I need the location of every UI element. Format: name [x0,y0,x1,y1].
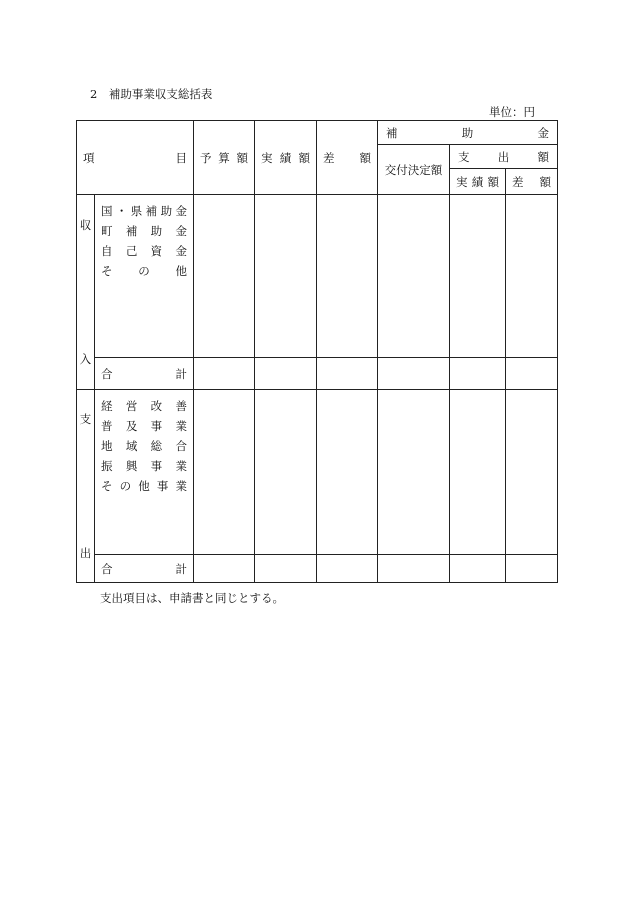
item-char: 金 [175,224,187,238]
item-line [95,261,193,281]
expense-items-cell [95,390,194,555]
label-char: 入 [79,352,92,366]
header-expenditure-text [450,149,557,165]
item-char: 助 [150,224,163,238]
item-char: 経 [101,399,113,413]
income-total-label-cell [95,358,194,390]
header-sub-actual-text [450,174,505,190]
item-char: 県 [130,204,143,218]
header-actual [255,121,317,195]
item-char: 業 [175,419,187,433]
label-char: 計 [175,366,187,381]
item-char: 国 [101,204,113,218]
income-total-difference-cell[interactable] [317,358,378,390]
expense-item-list [95,396,193,496]
income-total-row [77,358,558,390]
expense-total-sub-difference-cell[interactable] [506,555,558,583]
summary-table [76,120,558,583]
item-char: 振 [101,459,113,473]
label-char: 額 [236,150,248,165]
label-char: 出 [79,546,92,560]
header-expenditure [450,145,558,169]
item-char: 金 [175,204,187,218]
item-line [95,456,193,476]
label-char: 差 [323,150,335,165]
expense-total-actual-cell[interactable] [255,555,317,583]
item-char: 資 [150,244,163,258]
expense-total-budget-cell[interactable] [194,555,255,583]
income-sub-difference-cell[interactable] [506,195,558,358]
label-char: 支 [79,412,92,426]
item-char: 業 [175,459,187,473]
label-char: 合 [101,366,113,381]
income-sub-actual-cell[interactable] [450,195,506,358]
income-label [77,217,94,367]
income-total-label [95,366,193,382]
label-char: 助 [461,125,474,140]
label-char: 差 [512,174,524,189]
item-char: 善 [175,399,187,413]
item-char: 他 [175,264,187,278]
expense-label-cell [77,390,95,583]
label-char: 計 [175,561,187,576]
item-char: そ [101,264,113,278]
header-budget-text [194,150,254,166]
label-char: 予 [200,150,212,165]
header-sub-difference [506,169,558,195]
item-char: 補 [145,204,158,218]
expense-total-label [95,561,193,577]
income-actual-cell[interactable] [255,195,317,358]
item-char: 金 [175,244,187,258]
expense-sub-difference-cell[interactable] [506,390,558,555]
income-budget-cell[interactable] [194,195,255,358]
label-char: 額 [537,149,550,164]
income-item-list [95,201,193,281]
item-char: そ [101,479,113,493]
label-char: 項 [83,150,95,165]
header-sub-actual [450,169,506,195]
label-char: 目 [175,150,187,165]
item-char: 他 [138,479,150,493]
item-char: 補 [125,224,138,238]
item-line [95,396,193,416]
section-title: 2 補助事業収支総括表 [90,87,213,101]
income-total-sub-actual-cell[interactable] [450,358,506,390]
header-subsidy-text [378,125,557,141]
income-grant-decision-cell[interactable] [378,195,450,358]
item-char: 総 [150,439,163,453]
expense-label [77,411,94,561]
item-line [95,221,193,241]
label-char: 額 [359,150,371,165]
header-sub-difference-text [506,174,557,190]
item-line [95,201,193,221]
label-char: 合 [101,561,113,576]
item-line [95,241,193,261]
item-line [95,416,193,436]
item-char: ・ [115,204,128,218]
income-items-row [77,195,558,358]
label-char: 額 [487,174,499,189]
item-char: 事 [150,459,163,473]
expense-sub-actual-cell[interactable] [450,390,506,555]
header-difference-text [317,150,377,166]
expense-total-difference-cell[interactable] [317,555,378,583]
income-total-budget-cell[interactable] [194,358,255,390]
item-line [95,436,193,456]
expense-actual-cell[interactable] [255,390,317,555]
income-label-cell [77,195,95,390]
item-char: 己 [125,244,138,258]
expense-total-sub-actual-cell[interactable] [450,555,506,583]
income-total-grant-decision-cell[interactable] [378,358,450,390]
item-char: 地 [101,439,113,453]
label-char: 補 [386,125,398,140]
item-char: 営 [125,399,138,413]
header-grant-decision: 交付決定額 [378,145,450,195]
footnote: 支出項目は、申請書と同じとする。 [100,591,284,605]
item-char: の [138,264,150,278]
label-char: 額 [298,150,310,165]
expense-total-label-cell [95,555,194,583]
item-char: 事 [150,419,163,433]
label-char: 収 [79,218,92,232]
label-char: 支 [458,149,470,164]
expense-total-row [77,555,558,583]
income-total-sub-difference-cell[interactable] [506,358,558,390]
item-char: 域 [125,439,138,453]
label-char: 出 [497,149,510,164]
header-subsidy [378,121,558,145]
item-char: 自 [101,244,113,258]
label-char: 績 [471,174,484,189]
expense-grant-decision-cell[interactable] [378,390,450,555]
expense-budget-cell[interactable] [194,390,255,555]
item-char: 普 [101,419,113,433]
item-char: 町 [101,224,113,238]
header-budget [194,121,255,195]
item-char: 及 [125,419,138,433]
income-total-actual-cell[interactable] [255,358,317,390]
item-char: 改 [150,399,163,413]
item-char: 興 [125,459,138,473]
label-char: 金 [537,125,550,140]
header-item [77,121,194,195]
label-char: 実 [456,174,468,189]
item-char: 助 [160,204,173,218]
expense-difference-cell[interactable] [317,390,378,555]
item-char: 業 [175,479,187,493]
expense-total-grant-decision-cell[interactable] [378,555,450,583]
label-char: 額 [539,174,552,189]
unit-label: 単位：円 [489,105,535,119]
header-actual-text [255,150,316,166]
label-char: 算 [218,150,230,165]
income-items-cell [95,195,194,358]
item-line [95,476,193,496]
item-char: 合 [175,439,187,453]
header-item-text [77,150,193,166]
label-char: 績 [279,150,292,165]
item-char: 事 [156,479,169,493]
header-difference [317,121,378,195]
label-char: 実 [261,150,273,165]
expense-items-row [77,390,558,555]
item-char: の [119,479,132,493]
income-difference-cell[interactable] [317,195,378,358]
